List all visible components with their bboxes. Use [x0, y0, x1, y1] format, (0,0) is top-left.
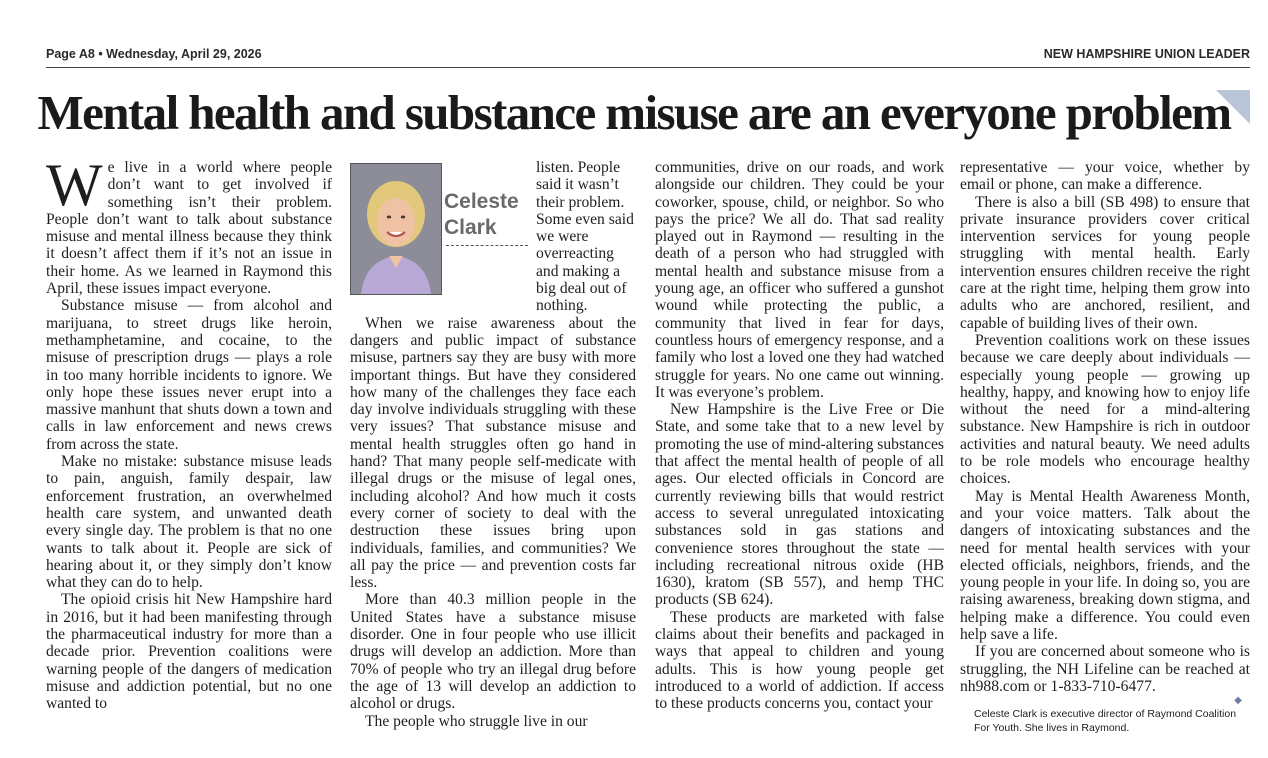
article-column-4	[960, 159, 1250, 735]
paragraph: When we raise awareness about the dangers and public impact of substance misuse, partners say they are busy with more important things. But have they considered how many of the challenges they face each day involve individuals struggling with these very issues? That substance misuse and mental health struggles often go hand in hand? That many people self-medicate with illegal drugs or the misuse of legal ones, including alcohol? And how much it costs every corner of society to deal with the destruction these issues bring upon individuals, families, and communities? We all pay the price — and prevention costs far less.	[350, 314, 636, 592]
article-headline: Mental health and substance misuse are an everyone problem	[37, 85, 1231, 140]
paragraph: Prevention coalitions work on these issues because we care deeply about individuals — especially young people — growing up healthy, happy, and knowing how to enjoy life without the need for a mind-altering substance. New Hampshire is rich in outdoor activities and natural beauty. We need adults to be role models who encourage healthy choices.	[960, 331, 1250, 488]
article-column-2	[350, 159, 636, 730]
page-folio: Page A8 • Wednesday, April 29, 2026	[46, 47, 262, 61]
paragraph: representative — your voice, whether by email or phone, can make a difference.	[960, 159, 1250, 194]
author-photo	[350, 163, 442, 295]
drop-cap: W	[46, 152, 103, 218]
article-column-3	[655, 159, 944, 713]
paragraph: Make no mistake: substance misuse leads to pain, anguish, family despair, law enforcement frustration, an overwhelmed health care system, and unwanted death every single day. The problem is that no one wants to talk about it. People are sick of hearing about it, or they simply don’t know what they can do to help.	[46, 453, 332, 592]
article-column-1	[46, 152, 332, 713]
end-mark-icon: ◆	[1234, 695, 1242, 707]
paragraph: listen. People said it wasn’t their problem. Some even said we were overreacting and making a big deal out of nothing.	[536, 159, 634, 315]
paragraph: The people who struggle live in our	[365, 712, 588, 730]
author-byline: Celeste Clark	[444, 190, 519, 239]
paragraph: New Hampshire is the Live Free or Die State, and some take that to a new level by promoting the use of mind-altering substances that affect the mental health of people of all ages. Our elected officials in Concord are currently reviewing bills that would restrict access to several unregulated intoxicating substances sold in gas stations and convenience stores throughout the state — including recreational nitrous oxide (HB 1630), kratom (SB 557), and hemp THC products (SB 624).	[655, 401, 944, 609]
byline-rule	[446, 245, 528, 246]
paragraph: More than 40.3 million people in the United States have a substance misuse disorder. One in four people who use illicit drugs will develop an addiction. More than 70% of people who try an illegal drug before the age of 13 will develop an addiction to alcohol or drugs.	[350, 591, 636, 713]
newspaper-name: NEW HAMPSHIRE UNION LEADER	[1043, 47, 1250, 61]
author-box	[350, 159, 532, 309]
paragraph: communities, drive on our roads, and work alongside our children. They could be your coworker, spouse, child, or neighbor. So who pays the price? We all do. That sad reality played out in Raymond — resulting in the death of a person who had struggled with mental health and substance misuse from a young age, an officer who suffered a gunshot wound while protecting the public, a community that lived in fear for days, countless hours of emergency response, and a family who lost a loved one they had watched struggle for years. No one came out winning. It was everyone’s problem.	[655, 159, 944, 401]
paragraph: May is Mental Health Awareness Month, and your voice matters. Talk about the dangers of intoxicating substances and the need for mental health services with your elected officials, neighbors, friends, and the young people in your life. In doing so, you are raising awareness, breaking down stigma, and helping make a difference. You could even help save a life.	[960, 487, 1250, 644]
header-rule	[46, 67, 1250, 68]
paragraph: If you are concerned about someone who is struggling, the NH Lifeline can be reached at nh988.com or 1-833-710-6477.	[960, 643, 1250, 695]
paragraph: We live in a world where people don’t want to get involved if something isn’t their problem. People don’t want to talk about substance misuse and mental illness because they think it doesn’t affect them if it’s not an issue in their home. As we learned in Raymond this April, these issues impact everyone.	[46, 152, 332, 298]
paragraph: Substance misuse — from alcohol and marijuana, to street drugs like heroin, methamphetamine, and cocaine, to the misuse of prescription drugs — plays a role in too many horrible incidents to ignore. We only hope these issues never erupt into a massive manhunt that shuts down a town and calls in law enforcement and news crews from across the state.	[46, 297, 332, 453]
paragraph: These products are marketed with false claims about their benefits and packaged in ways that appeal to children and young adults. This is how young people get introduced to a world of addiction. If access to these products concerns you, contact your	[655, 608, 944, 713]
paragraph: There is also a bill (SB 498) to ensure that private insurance providers cover critical intervention services for young people struggling with mental health. Early intervention ensures children receive the right care at the right time, helping them grow into adults who are anchored, resilient, and capable of building lives of their own.	[960, 193, 1250, 332]
paragraph: The opioid crisis hit New Hampshire hard in 2016, but it had been manifesting through the pharmaceutical industry for more than a decade prior. Prevention coalitions were warning people of the dangers of medication misuse and addiction potential, but no one wanted to	[46, 591, 332, 713]
author-credit: Celeste Clark is executive director of Raymond Coalition For Youth. She lives in Raymond.	[974, 708, 1237, 735]
